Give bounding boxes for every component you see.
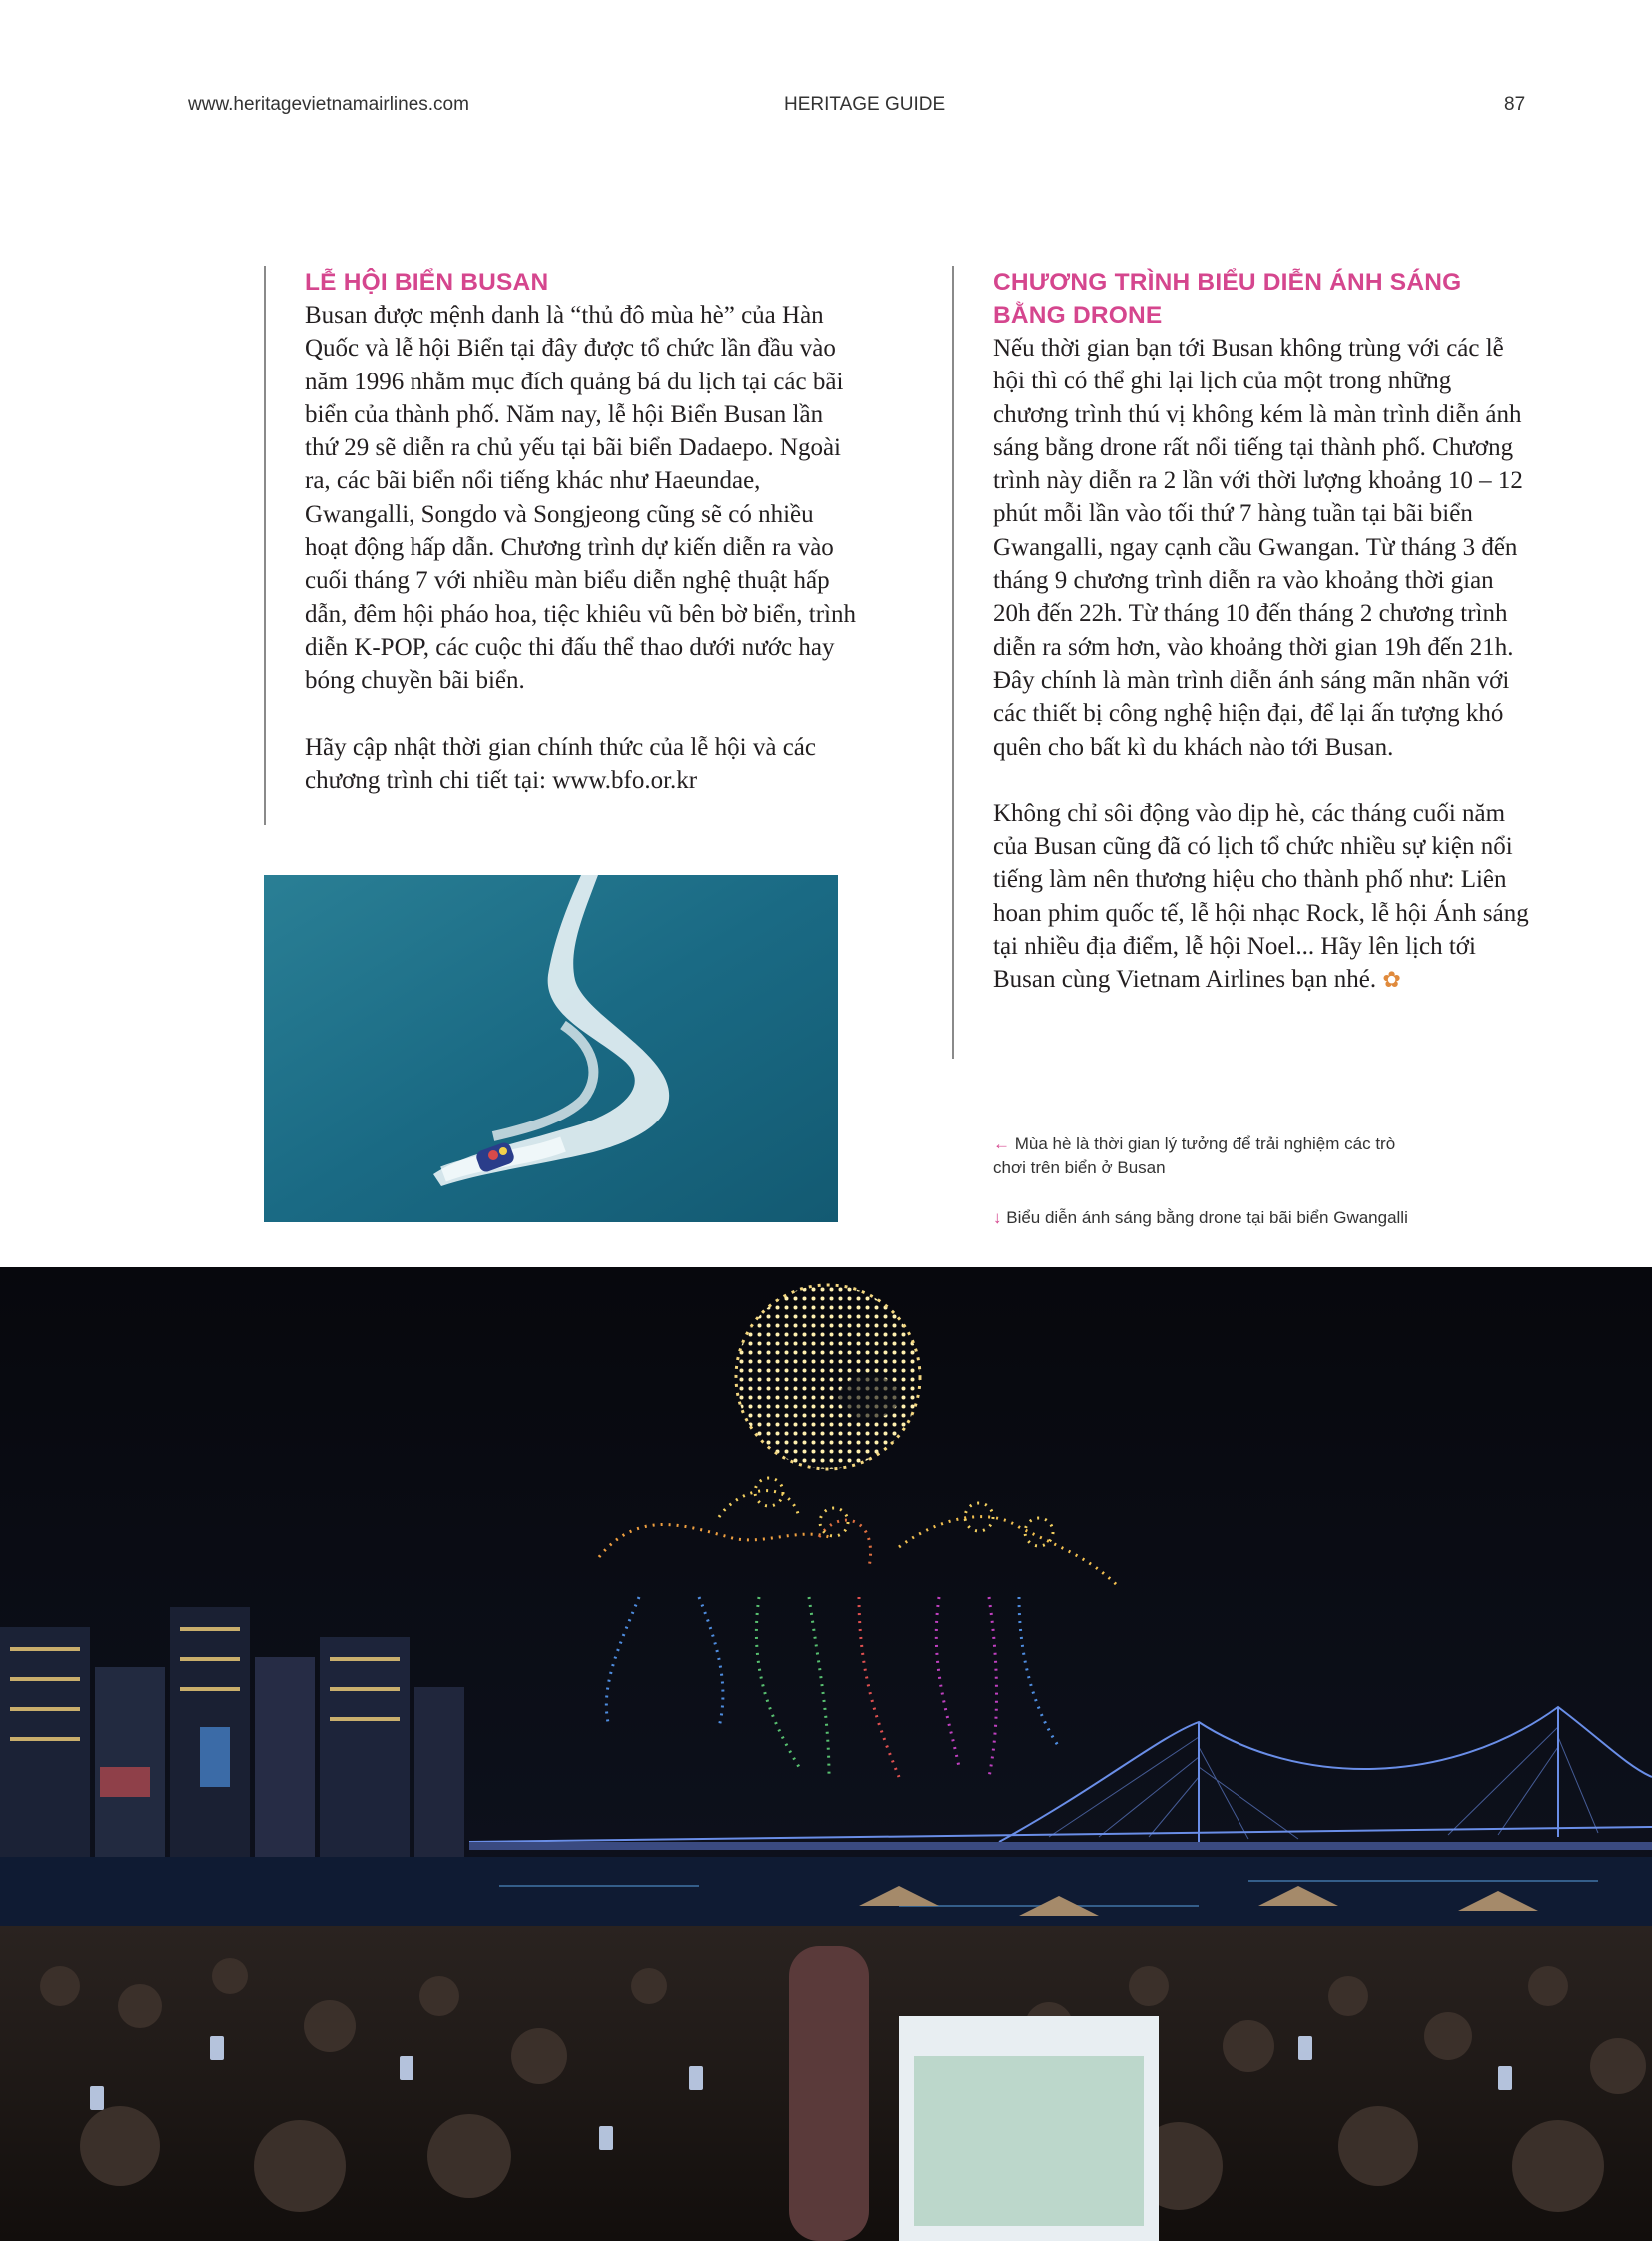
- page-number: 87: [1504, 94, 1526, 115]
- article-heading: LỄ HỘI BIỂN BUSAN: [305, 269, 549, 296]
- article-paragraph: Nếu thời gian bạn tới Busan không trùng với các lễ hội thì có thể ghi lại lịch của một trong những chương trình thú vị không kém là màn trình diễn ánh sáng bằng drone rất nổi tiếng tại thành phố. Chương trình này diễn ra 2 lần với thời lượng khoảng 10 – 12 phút mỗi lần vào tối thứ 7 hàng tuần tại bãi biển Gwangalli, ngay cạnh cầu Gwangan. Từ tháng 3 đến tháng 9 chương trình diễn ra vào khoảng thời gian 20h đến 22h. Từ tháng 10 đến tháng 2 chương trình diễn ra sớm hơn, vào khoảng thời gian 19h đến 21h. Đây chính là màn trình diễn ánh sáng mãn nhãn với các thiết bị công nghệ hiện đại, để lại ấn tượng khó quên cho bất kì du khách nào tới Busan.: [993, 335, 1523, 761]
- right-column-rule: [952, 266, 954, 1059]
- left-column-rule: [264, 266, 266, 825]
- lotus-icon: ✿: [1382, 967, 1401, 993]
- left-article: [305, 266, 856, 797]
- caption-text: Biểu diễn ánh sáng bằng drone tại bãi biển Gwangalli: [1006, 1208, 1408, 1227]
- article-paragraph: Hãy cập nhật thời gian chính thức của lễ hội và các chương trình chi tiết tại: www.bfo.or.kr: [305, 733, 816, 794]
- drone-show-photo: [0, 1267, 1652, 2241]
- article-paragraph-text: Không chỉ sôi động vào dịp hè, các tháng cuối năm của Busan cũng đã có lịch tổ chức nhiều sự kiện nổi tiếng làm nên thương hiệu cho thành phố như: Liên hoan phim quốc tế, lễ hội nhạc Rock, lễ hội Ánh sáng tại nhiều địa điểm, lễ hội Noel... Hãy lên lịch tới Busan cùng Vietnam Airlines bạn nhé.: [993, 799, 1529, 994]
- speedboat-photo: [264, 875, 838, 1222]
- caption-text: Mùa hè là thời gian lý tưởng để trải nghiệm các trò chơi trên biển ở Busan: [993, 1134, 1396, 1177]
- arrow-down-icon: ↓: [993, 1208, 1002, 1227]
- article-heading: CHƯƠNG TRÌNH BIỂU DIỄN ÁNH SÁNG BẰNG DRONE: [993, 269, 1462, 329]
- website-url[interactable]: www.heritagevietnamairlines.com: [188, 94, 469, 115]
- arrow-left-icon: ←: [993, 1134, 1010, 1153]
- article-paragraph: [993, 797, 1532, 997]
- photo-caption: [993, 1206, 1512, 1230]
- article-paragraph: Busan được mệnh danh là “thủ đô mùa hè” của Hàn Quốc và lễ hội Biển tại đây được tổ chức lần đầu vào năm 1996 nhằm mục đích quảng bá du lịch tại các bãi biển của thành phố. Năm nay, lễ hội Biển Busan lần thứ 29 sẽ diễn ra chủ yếu tại bãi biển Dadaepo. Ngoài ra, các bãi biển nổi tiếng khác như Haeundae, Gwangalli, Songdo và Songjeong cũng sẽ có nhiều hoạt động hấp dẫn. Chương trình dự kiến diễn ra vào cuối tháng 7 với nhiều màn biểu diễn nghệ thuật hấp dẫn, đêm hội pháo hoa, tiệc khiêu vũ bên bờ biển, trình diễn K-POP, các cuộc thi đấu thể thao dưới nước hay bóng chuyền bãi biển.: [305, 302, 856, 695]
- right-article: [993, 266, 1532, 997]
- section-title: HERITAGE GUIDE: [784, 94, 946, 115]
- photo-caption: [993, 1132, 1412, 1180]
